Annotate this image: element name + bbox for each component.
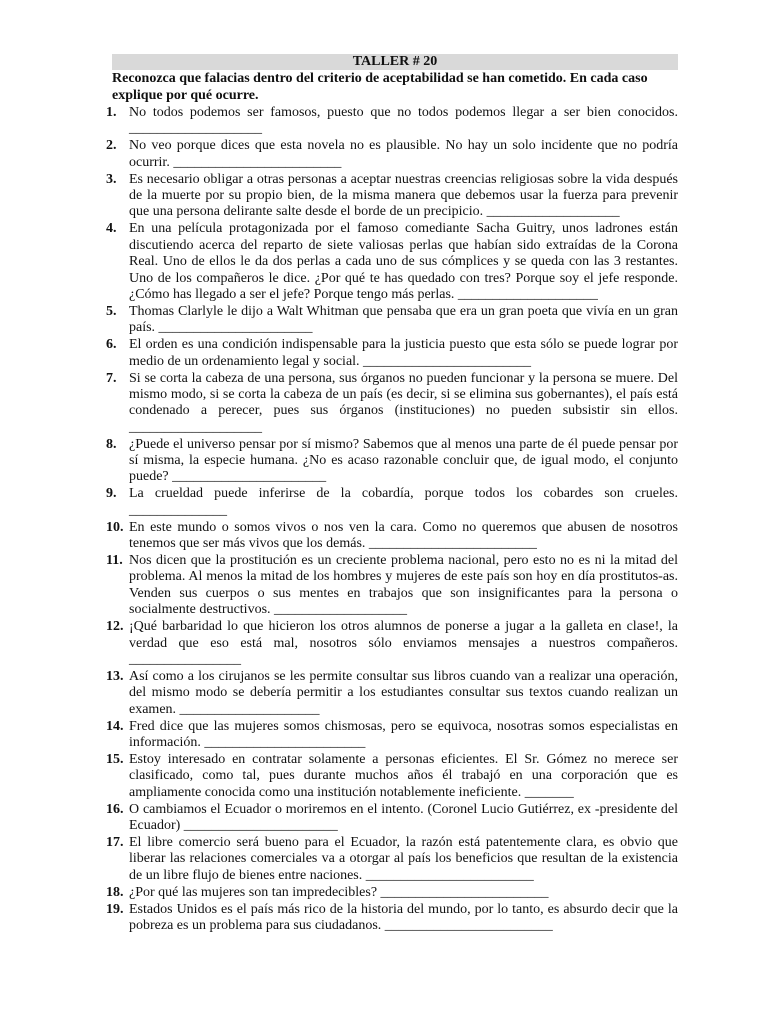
question-text: Thomas Clarlyle le dijo a Walt Whitman que pensaba que era un gran poeta que vivía en un gran país. ______________________ (129, 303, 682, 336)
question-text: Fred dice que las mujeres somos chismosas, pero se equivoca, nosotras somos especialistas en información. _______________________ (129, 718, 682, 750)
question-text: ¿Por qué las mujeres son tan impredecibles? ________________________ (129, 884, 549, 900)
question-item (106, 519, 682, 553)
question-text: O cambiamos el Ecuador o moriremos en el intento. (Coronel Lucio Gutiérrez, ex -presidente del Ecuador) ______________________ (129, 801, 682, 833)
question-item (106, 370, 682, 437)
question-text: Es necesario obligar a otras personas a aceptar nuestras creencias religiosas sobre la vida después de la muerte por su propio bien, de la misma manera que debemos usar la fuerza para prevenir que una persona delirante salte desde el borde de un precipicio. ___________________ (129, 171, 682, 220)
question-text: En una película protagonizada por el famoso comediante Sacha Guitry, unos ladrones están discutiendo acerca del reparto de siete valiosas perlas que habían sido extraídas de la Corona Real. Uno de ellos le da dos perlas a cada uno de sus cómplices y se queda con las 3 restantes. Uno de los compañeros le dice. ¿Por qué te has quedado con tres? Porque soy el jefe responde. ¿Cómo has llegado a ser el jefe? Porque tengo más perlas. ____________________ (129, 221, 682, 302)
question-number: 19. (106, 901, 124, 917)
question-list (106, 105, 682, 934)
question-item (106, 303, 682, 337)
question-text: No todos podemos ser famosos, puesto que no todos podemos llegar a ser bien conocidos. ___________________ (129, 105, 682, 137)
question-number: 15. (106, 751, 124, 767)
question-item (106, 486, 682, 519)
question-item (106, 105, 682, 138)
question-text: La crueldad puede inferirse de la cobardía, porque todos los cobardes son crueles. ______________ (129, 486, 682, 518)
question-text: El orden es una condición indispensable para la justicia puesto que esta sólo se puede lograr por medio de un ordenamiento legal y social. ________________________ (129, 337, 682, 369)
instructions: Reconozca que falacias dentro del criterio de aceptabilidad se han cometido. En cada caso explique por qué ocurre. (112, 71, 648, 103)
question-number: 1. (106, 105, 117, 120)
question-number: 7. (106, 370, 117, 386)
worksheet-title: TALLER # 20 (112, 54, 678, 70)
question-text: Nos dicen que la prostitución es un creciente problema nacional, pero esto no es ni la mitad del problema. Al menos la mitad de los hombres y mujeres de este país son hoy en día prostitutos-as. Venden sus cuerpos o sus mentes en trabajos que son insignificantes para la persona o socialmente destructivos. ___________________ (129, 552, 682, 618)
question-number: 13. (106, 668, 124, 684)
question-text: Estados Unidos es el país más rico de la historia del mundo, por lo tanto, es absurdo decir que la pobreza es un problema para sus ciudadanos. ________________________ (129, 901, 682, 933)
question-item (106, 171, 682, 221)
question-text: ¿Puede el universo pensar por sí mismo? Sabemos que al menos una parte de él puede pensar por sí misma, la especie humana. ¿No es acaso razonable concluir que, de igual modo, el conjunto puede? ______________________ (129, 436, 682, 485)
question-text: Así como a los cirujanos se les permite consultar sus libros cuando van a realizar una operación, del mismo modo se debería permitir a los estudiantes consultar sus textos cuando realizan un examen. ____________________ (129, 668, 682, 717)
question-item (106, 221, 682, 303)
question-item (106, 138, 682, 171)
question-text: Si se corta la cabeza de una persona, sus órganos no pueden funcionar y la persona se muere. Del mismo modo, si se corta la cabeza de un país (es decir, si se elimina sus gobernantes), el país está condenado a perecer, pues sus órganos (instituciones) no pueden subsistir sin ellos. ___________________ (129, 370, 682, 435)
question-text: No veo porque dices que esta novela no es plausible. No hay un solo incidente que no podría ocurrir. ________________________ (129, 138, 682, 170)
question-number: 18. (106, 884, 124, 900)
question-text: En este mundo o somos vivos o nos ven la cara. Como no queremos que abusen de nosotros tenemos que ser más vivos que los demás. ________________________ (129, 519, 682, 552)
question-item (106, 901, 682, 935)
question-item (106, 884, 678, 901)
question-item (106, 668, 682, 718)
question-item (106, 337, 682, 370)
question-item (106, 834, 682, 884)
question-text: Estoy interesado en contratar solamente a personas eficientes. El Sr. Gómez no merece ser clasificado, como tal, pues durante muchos años él trabajó en una corporación que es ampliamente conocida como una institución notablemente ineficiente. _______ (129, 751, 682, 800)
question-number: 14. (106, 718, 124, 734)
question-number: 10. (106, 519, 124, 535)
question-number: 9. (106, 486, 117, 502)
question-item (106, 751, 682, 801)
worksheet (106, 54, 682, 935)
question-number: 11. (106, 552, 123, 568)
question-number: 12. (106, 619, 124, 635)
question-item (106, 619, 682, 668)
question-text: El libre comercio será bueno para el Ecuador, la razón está patentemente clara, es obvio que liberar las relaciones comerciales va a otorgar al país los beneficios que resultan de la existencia de un libre flujo de bienes entre naciones. ________________________ (129, 834, 682, 883)
question-number: 3. (106, 171, 117, 187)
question-item (106, 801, 682, 835)
question-item (106, 718, 682, 752)
question-number: 6. (106, 337, 117, 353)
question-number: 4. (106, 221, 117, 237)
question-number: 8. (106, 436, 117, 452)
question-item (106, 552, 682, 619)
question-number: 2. (106, 138, 117, 154)
question-item (106, 436, 682, 486)
question-text: ¡Qué barbaridad lo que hicieron los otros alumnos de ponerse a jugar a la galleta en clase!, la verdad que eso está mal, nosotros sólo enviamos mensajes a nuestros compañeros. ________________ (129, 619, 682, 667)
question-number: 17. (106, 834, 124, 850)
question-number: 5. (106, 303, 117, 319)
question-number: 16. (106, 801, 124, 817)
